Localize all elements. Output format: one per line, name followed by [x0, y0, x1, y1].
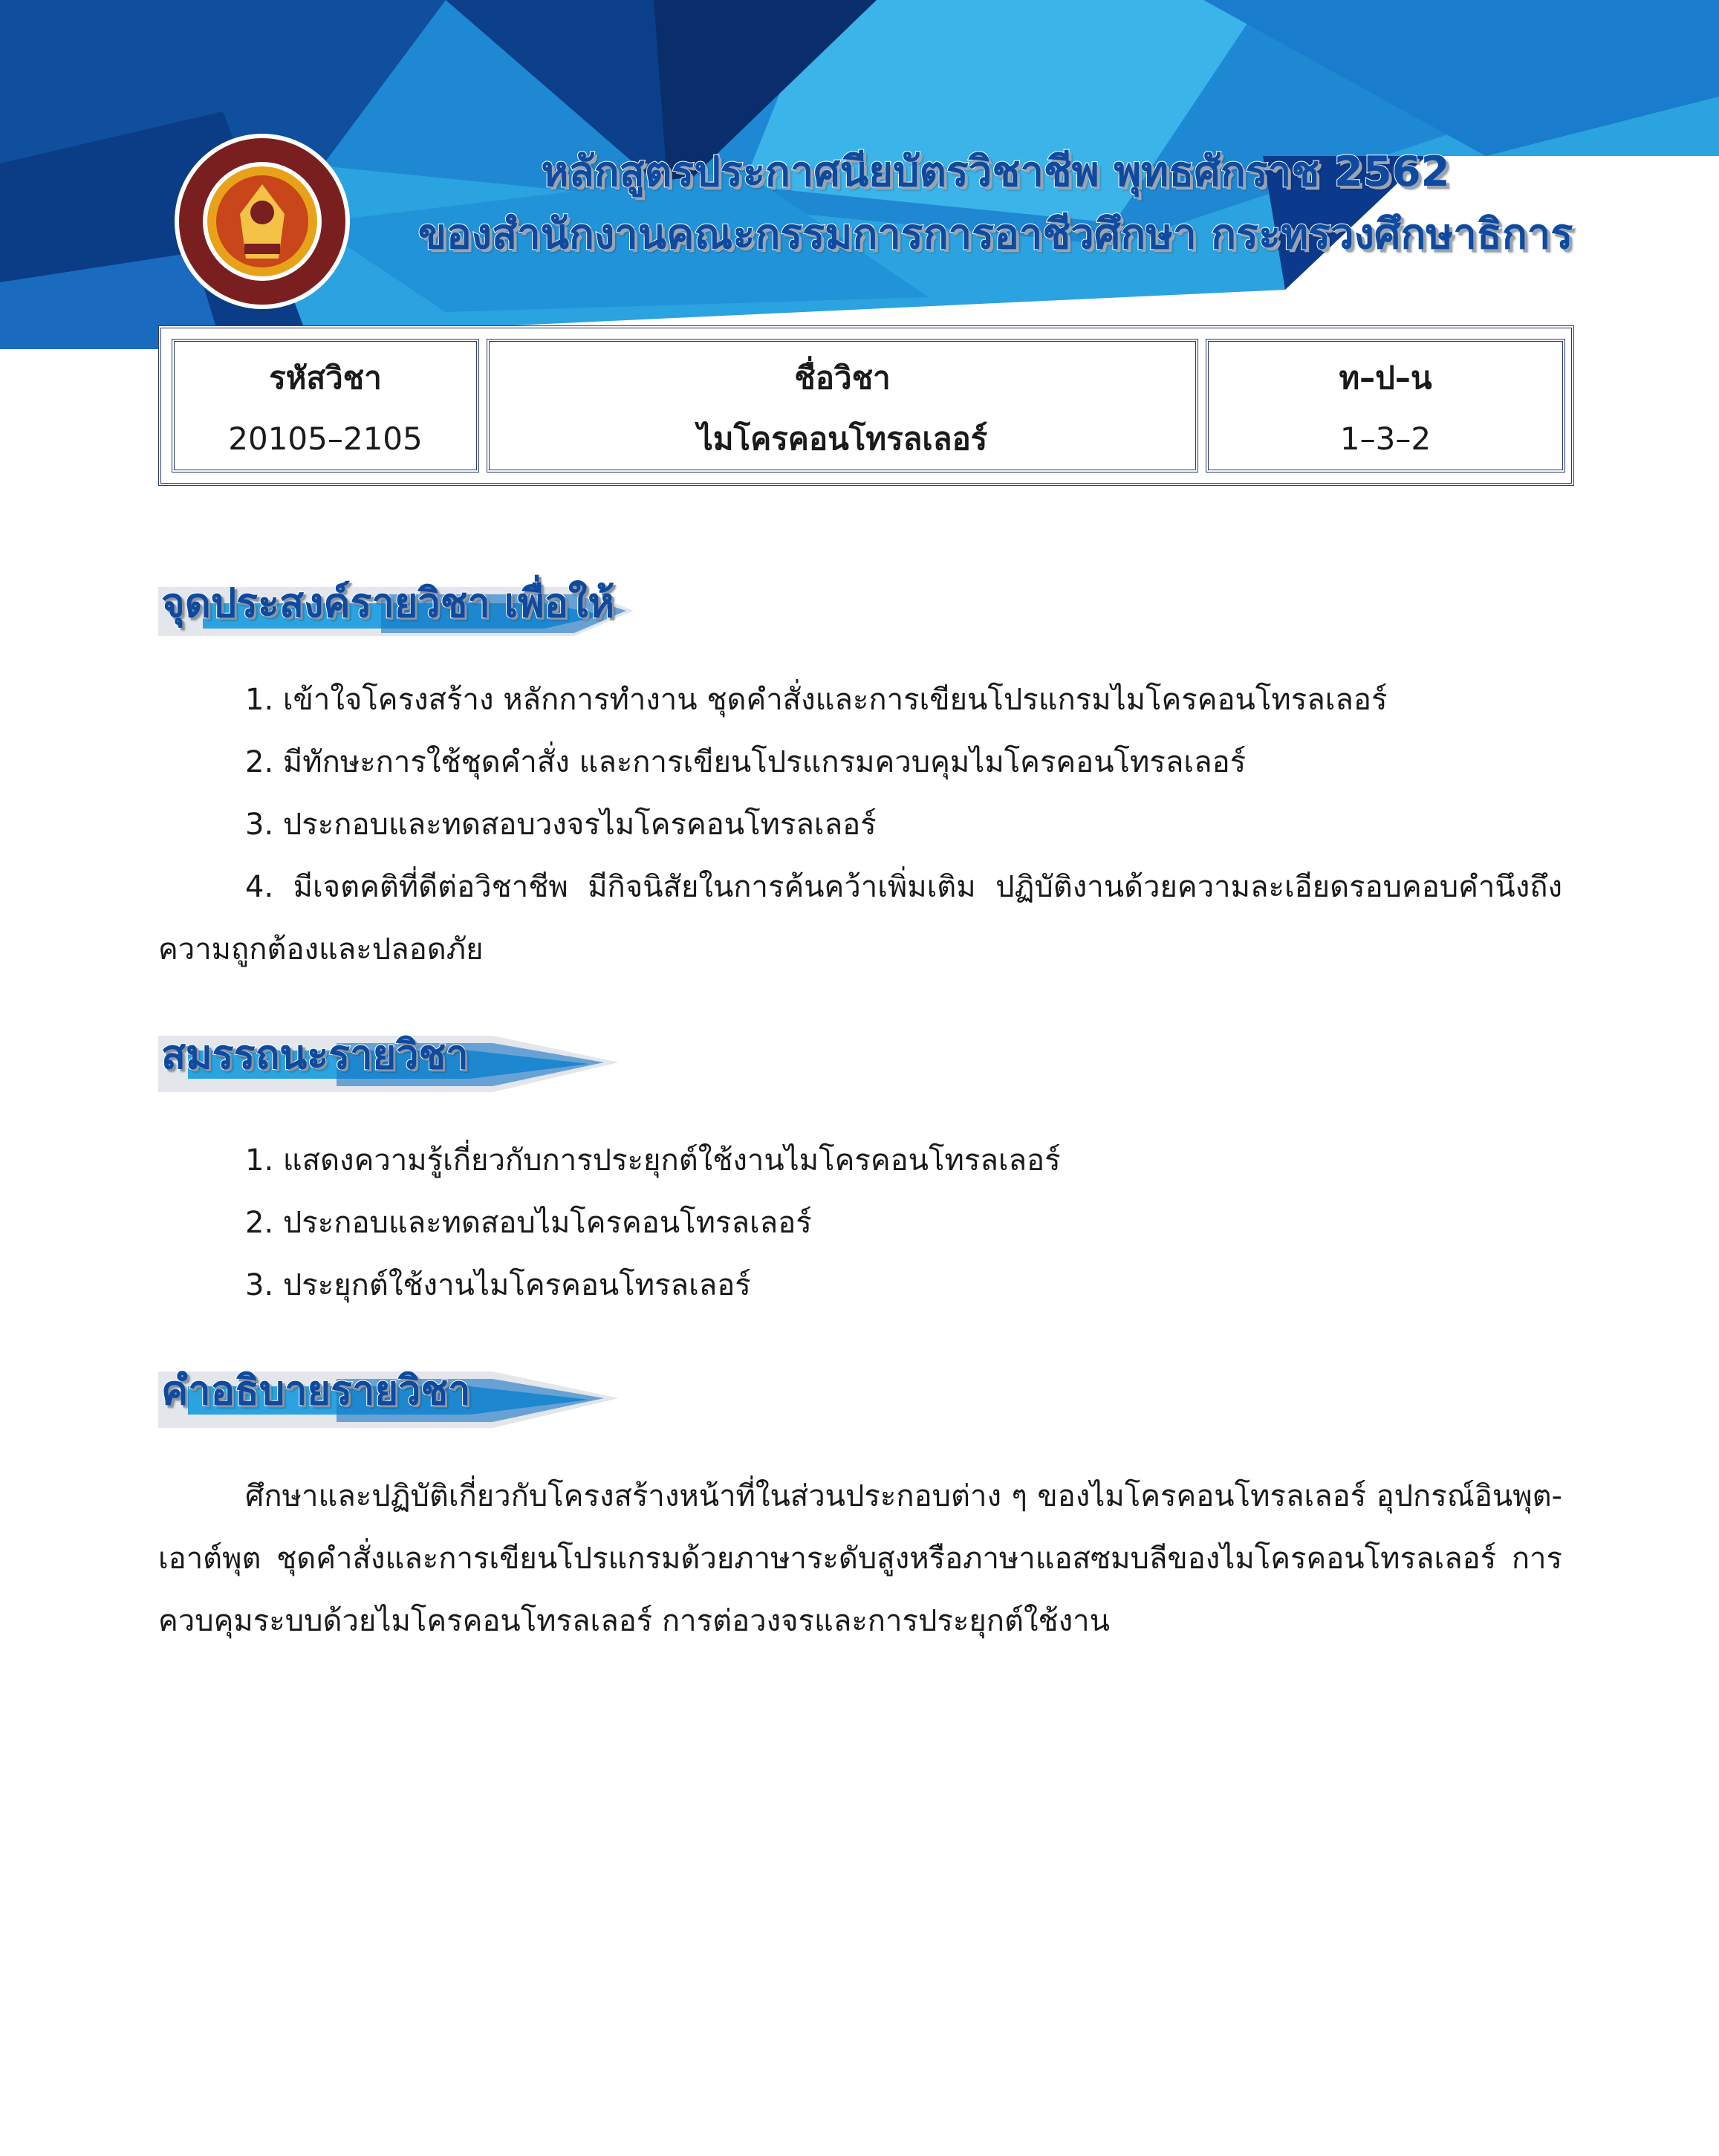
description-title: คำอธิบายรายวิชา: [161, 1367, 471, 1414]
competency-item-2: 2. ประกอบและทดสอบไมโครคอนโทรลเลอร์: [245, 1206, 812, 1240]
organization-title: ของสำนักงานคณะกรรมการการอาชีวศึกษา กระทรวงศึกษาธิการ: [417, 210, 1573, 259]
objective-item-2: 2. มีทักษะการใช้ชุดคำสั่ง และการเขียนโปรแกรมควบคุมไมโครคอนโทรลเลอร์: [245, 745, 1247, 779]
objective-item-4-text: 4. มีเจตคติที่ดีต่อวิชาชีพ มีกิจนิสัยในการค้นคว้าเพิ่มเติม ปฏิบัติงานด้วยความละเอียดรอบคอบคำนึงถึงความถูกต้องและปลอดภัย: [158, 870, 1562, 967]
course-hours-value: 1–3–2: [1339, 421, 1432, 457]
description-text: ศึกษาและปฏิบัติเกี่ยวกับโครงสร้างหน้าที่ในส่วนประกอบต่าง ๆ ของไมโครคอนโทรลเลอร์ อุปกรณ์อินพุต-เอาต์พุต ชุดคำสั่งและการเขียนโปรแกรมด้วยภาษาระดับสูงหรือภาษาแอสซมบลีของไมโครคอนโทรลเลอร์ การควบคุมระบบด้วยไมโครคอนโทรลเลอร์ การต่อวงจรและการประยุกต์ใช้งาน: [158, 1479, 1562, 1638]
objective-item-3: 3. ประกอบและทดสอบวงจรไมโครคอนโทรลเลอร์: [245, 808, 877, 842]
objectives-heading: [158, 565, 678, 646]
course-code-value: 20105–2105: [228, 421, 423, 457]
competency-item-3: 3. ประยุกต์ใช้งานไมโครคอนโทรลเลอร์: [245, 1268, 751, 1302]
curriculum-title: หลักสูตรประกาศนียบัตรวิชาชีพ พุทธศักราช 2562: [541, 148, 1450, 196]
commission-seal-icon: [173, 132, 351, 311]
competencies-heading: [158, 1016, 634, 1098]
course-info-table: [158, 325, 1574, 486]
course-name-label: ชื่อวิชา: [794, 360, 891, 396]
header-titles: [416, 141, 1575, 266]
objective-item-4: [158, 856, 1562, 981]
competency-item-1: 1. แสดงความรู้เกี่ยวกับการประยุกต์ใช้งานไมโครคอนโทรลเลอร์: [245, 1143, 1061, 1178]
course-hours-cell: [1206, 339, 1565, 473]
course-name-value: ไมโครคอนโทรลเลอร์: [697, 421, 988, 457]
course-code-cell: [172, 339, 479, 473]
course-hours-label: ท–ป–น: [1339, 360, 1432, 396]
competencies-title: สมรรถนะรายวิชา: [161, 1031, 469, 1078]
course-code-label: รหัสวิชา: [269, 360, 382, 396]
objective-item-1: 1. เข้าใจโครงสร้าง หลักการทำงาน ชุดคำสั่งและการเขียนโปรแกรมไมโครคอนโทรลเลอร์: [245, 683, 1388, 717]
description-paragraph: [158, 1465, 1562, 1652]
course-name-cell: [487, 339, 1198, 473]
description-heading: [158, 1352, 634, 1434]
objectives-title: จุดประสงค์รายวิชา เพื่อให้: [161, 579, 614, 626]
